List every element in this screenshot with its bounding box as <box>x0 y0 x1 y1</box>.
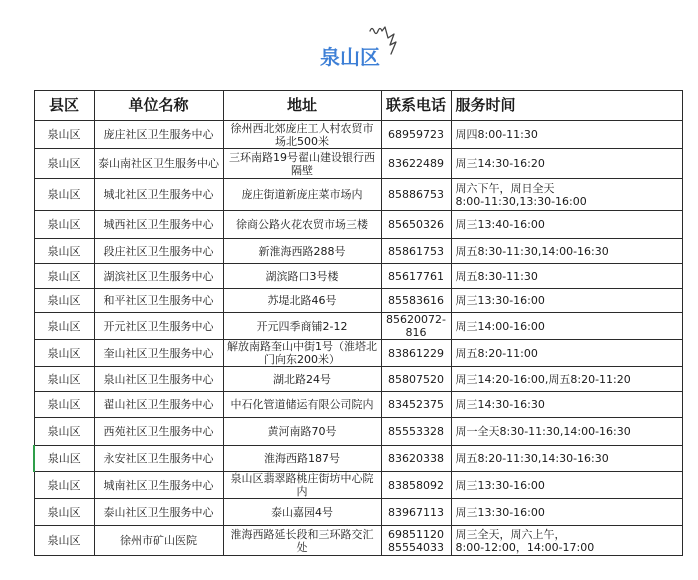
cell-unit-name: 和平社区卫生服务中心 <box>94 289 223 313</box>
cell-unit-name: 湖滨社区卫生服务中心 <box>94 264 223 289</box>
cell-phone <box>381 367 451 392</box>
phone-number: 83967113 <box>388 505 444 519</box>
cell-unit-name: 开元社区卫生服务中心 <box>94 313 223 340</box>
cell-service-time <box>451 472 682 499</box>
phone-number: 85617761 <box>388 269 444 283</box>
cell-district: 泉山区 <box>34 121 94 149</box>
cell-unit-name: 永安社区卫生服务中心 <box>94 446 223 472</box>
phone-number: 85650326 <box>388 218 444 231</box>
service-time-line: 周六下午，周日全天 <box>455 181 555 195</box>
table-row <box>34 340 682 367</box>
header-unit-name: 单位名称 <box>94 91 223 121</box>
service-time-line: 8:00-12:00，14:00-17:00 <box>455 540 595 554</box>
service-time-line: 周三13:30-16:00 <box>455 294 545 307</box>
phone-number: 85807520 <box>388 372 444 386</box>
phone-number: 83620338 <box>388 452 444 465</box>
cell-phone <box>381 149 451 179</box>
phone-number: 816 <box>405 326 427 339</box>
header-district: 县区 <box>34 91 94 121</box>
phone-number: 68959723 <box>388 128 444 141</box>
cell-address: 中石化管道储运有限公司院内 <box>223 392 381 418</box>
service-time-line: 周四8:00-11:30 <box>455 128 538 141</box>
cell-unit-name: 城南社区卫生服务中心 <box>94 472 223 499</box>
cell-address: 解放南路奎山中街1号（淮塔北门向东200米） <box>223 340 381 367</box>
cell-district: 泉山区 <box>34 340 94 367</box>
phone-number: 69851120 <box>388 527 444 541</box>
cell-service-time <box>451 121 682 149</box>
cell-district: 泉山区 <box>34 264 94 289</box>
cell-unit-name: 庞庄社区卫生服务中心 <box>94 121 223 149</box>
service-time-line: 周五8:30-11:30 <box>455 269 538 283</box>
cell-address: 淮海西路187号 <box>223 446 381 472</box>
cell-phone <box>381 392 451 418</box>
cell-district: 泉山区 <box>34 239 94 264</box>
table-row <box>34 526 682 556</box>
table-row <box>34 392 682 418</box>
header-address: 地址 <box>223 91 381 121</box>
cell-address: 徐商公路火花农贸市场三楼 <box>223 211 381 239</box>
cell-district: 泉山区 <box>34 149 94 179</box>
cell-unit-name: 奎山社区卫生服务中心 <box>94 340 223 367</box>
table-row <box>34 367 682 392</box>
cell-district: 泉山区 <box>34 367 94 392</box>
cell-unit-name: 城北社区卫生服务中心 <box>94 179 223 211</box>
table-row <box>34 211 682 239</box>
cell-district: 泉山区 <box>34 499 94 526</box>
cell-phone <box>381 446 451 472</box>
cell-service-time <box>451 446 682 472</box>
cell-unit-name: 西苑社区卫生服务中心 <box>94 418 223 446</box>
phone-number: 85554033 <box>388 540 444 554</box>
table-row <box>34 446 682 472</box>
service-time-line: 周五8:20-11:30,14:30-16:30 <box>455 452 609 465</box>
cell-district: 泉山区 <box>34 446 94 472</box>
table-header-row <box>34 91 682 121</box>
table-row <box>34 121 682 149</box>
table-row <box>34 289 682 313</box>
header-phone: 联系电话 <box>381 91 451 121</box>
service-time-line: 8:00-11:30,13:30-16:00 <box>455 194 587 208</box>
cell-address: 庞庄街道新庞庄菜市场内 <box>223 179 381 211</box>
cell-district: 泉山区 <box>34 313 94 340</box>
cell-district: 泉山区 <box>34 211 94 239</box>
cell-service-time <box>451 499 682 526</box>
cell-service-time <box>451 289 682 313</box>
cell-district: 泉山区 <box>34 526 94 556</box>
cell-phone <box>381 340 451 367</box>
cell-service-time <box>451 264 682 289</box>
cell-phone <box>381 472 451 499</box>
cell-phone <box>381 179 451 211</box>
phone-number: 83452375 <box>388 398 444 411</box>
cell-phone <box>381 313 451 340</box>
cell-service-time <box>451 179 682 211</box>
cell-address: 湖滨路口3号楼 <box>223 264 381 289</box>
service-time-line: 周三14:20-16:00,周五8:20-11:20 <box>455 372 631 386</box>
service-time-line: 周三13:30-16:00 <box>455 478 545 492</box>
cell-unit-name: 段庄社区卫生服务中心 <box>94 239 223 264</box>
cell-service-time <box>451 313 682 340</box>
cell-unit-name: 泰山社区卫生服务中心 <box>94 499 223 526</box>
cell-district: 泉山区 <box>34 179 94 211</box>
phone-number: 85886753 <box>388 188 444 201</box>
cell-phone <box>381 121 451 149</box>
phone-number: 85861753 <box>388 244 444 258</box>
cell-unit-name: 翟山社区卫生服务中心 <box>94 392 223 418</box>
table-row <box>34 179 682 211</box>
cell-address: 新淮海西路288号 <box>223 239 381 264</box>
phone-number: 83861229 <box>388 346 444 360</box>
phone-number: 85553328 <box>388 425 444 438</box>
cell-service-time <box>451 418 682 446</box>
cell-unit-name: 徐州市矿山医院 <box>94 526 223 556</box>
cell-address: 淮海西路延长段和三环路交汇处 <box>223 526 381 556</box>
table-row <box>34 264 682 289</box>
service-time-line: 周三13:30-16:00 <box>455 505 545 519</box>
cell-address: 苏堤北路46号 <box>223 289 381 313</box>
phone-number: 83858092 <box>388 478 444 492</box>
cell-phone <box>381 264 451 289</box>
phone-number: 85583616 <box>388 294 444 307</box>
service-time-line: 周三13:40-16:00 <box>455 218 545 231</box>
cell-phone <box>381 526 451 556</box>
cell-district: 泉山区 <box>34 289 94 313</box>
table-row <box>34 239 682 264</box>
table-row <box>34 149 682 179</box>
header-service-time: 服务时间 <box>451 91 682 121</box>
cell-phone <box>381 289 451 313</box>
cell-address: 泰山嘉园4号 <box>223 499 381 526</box>
service-time-line: 周三全天，周六上午， <box>455 527 566 541</box>
cell-district: 泉山区 <box>34 418 94 446</box>
service-time-line: 周五8:20-11:00 <box>455 346 538 360</box>
cell-phone <box>381 211 451 239</box>
cell-unit-name: 城西社区卫生服务中心 <box>94 211 223 239</box>
cell-unit-name: 泉山社区卫生服务中心 <box>94 367 223 392</box>
service-time-line: 周一全天8:30-11:30,14:00-16:30 <box>455 425 631 438</box>
phone-number: 83622489 <box>388 157 444 170</box>
phone-number: 85620072- <box>386 313 446 326</box>
cell-phone <box>381 239 451 264</box>
cell-address: 三环南路19号翟山建设银行西隔壁 <box>223 149 381 179</box>
service-center-table <box>33 90 683 556</box>
table-row <box>34 418 682 446</box>
cell-service-time <box>451 392 682 418</box>
cell-service-time <box>451 367 682 392</box>
cell-phone <box>381 418 451 446</box>
cell-service-time <box>451 211 682 239</box>
table-row <box>34 499 682 526</box>
service-time-line: 周五8:30-11:30,14:00-16:30 <box>455 244 609 258</box>
cell-district: 泉山区 <box>34 392 94 418</box>
cell-service-time <box>451 239 682 264</box>
cell-phone <box>381 499 451 526</box>
table-row <box>34 313 682 340</box>
cell-address: 泉山区翡翠路桃庄街坊中心院内 <box>223 472 381 499</box>
service-time-line: 周三14:30-16:20 <box>455 157 545 170</box>
cell-address: 徐州西北郊庞庄工人村农贸市场北500米 <box>223 121 381 149</box>
cell-address: 开元四季商铺2-12 <box>223 313 381 340</box>
cell-service-time <box>451 340 682 367</box>
cell-unit-name: 泰山南社区卫生服务中心 <box>94 149 223 179</box>
page-title: 泉山区 <box>320 45 380 69</box>
service-time-line: 周三14:30-16:30 <box>455 398 545 411</box>
cell-service-time <box>451 149 682 179</box>
cell-address: 湖北路24号 <box>223 367 381 392</box>
cell-address: 黄河南路70号 <box>223 418 381 446</box>
service-time-line: 周三14:00-16:00 <box>455 319 545 333</box>
table-row <box>34 472 682 499</box>
cell-service-time <box>451 526 682 556</box>
cell-district: 泉山区 <box>34 472 94 499</box>
